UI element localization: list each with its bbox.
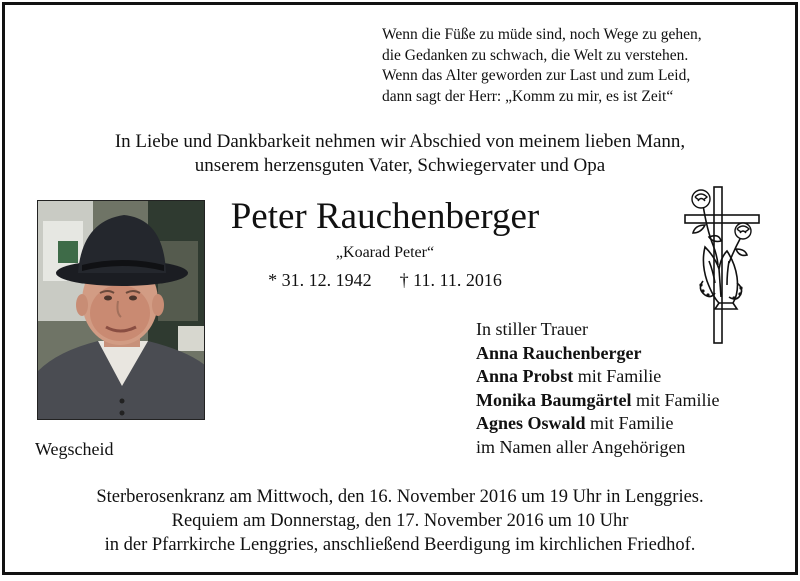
poem-line: dann sagt der Herr: „Komm zu mir, es ist Zeit“ (382, 87, 674, 105)
mourners-list (476, 318, 720, 459)
intro-line: unserem herzensguten Vater, Schwiegervater und Opa (194, 155, 606, 176)
service-line: Requiem am Donnerstag, den 17. November 2016 um 10 Uhr (171, 511, 629, 531)
service-line: in der Pfarrkirche Lenggries, anschließend Beerdigung im kirchlichen Friedhof. (104, 535, 696, 555)
intro-line: In Liebe und Dankbarkeit nehmen wir Abschied von meinem lieben Mann, (114, 131, 686, 152)
mourners-footer: im Namen aller Angehörigen (476, 436, 686, 457)
portrait-image (38, 201, 205, 420)
service-line: Sterberosenkranz am Mittwoch, den 16. November 2016 um 19 Uhr in Lenggries. (96, 487, 704, 507)
poem-line: Wenn die Füße zu müde sind, noch Wege zu gehen, (382, 26, 702, 43)
mourner-entry (476, 365, 720, 389)
mourner-suffix: mit Familie (631, 389, 720, 410)
mourner-name: Anna Rauchenberger (476, 342, 642, 363)
mourners-heading: In stiller Trauer (476, 319, 588, 339)
portrait-photo (37, 200, 205, 420)
deceased-nickname: „Koarad Peter“ (335, 244, 435, 261)
death-date: † 11. 11. 2016 (399, 270, 502, 290)
obituary-notice (2, 2, 798, 575)
birth-date: * 31. 12. 1942 (268, 270, 372, 290)
poem-line: Wenn das Alter geworden zur Last und zum Leid, (382, 67, 691, 84)
mourner-suffix: mit Familie (573, 366, 662, 386)
intro-text (5, 130, 795, 178)
poem-line: die Gedanken zu schwach, die Welt zu verstehen. (382, 46, 689, 64)
service-details (5, 485, 795, 557)
place-name: Wegscheid (35, 439, 114, 459)
mourner-name: Agnes Oswald (476, 413, 586, 433)
mourner-suffix: mit Familie (585, 413, 674, 433)
mourner-entry (476, 389, 720, 413)
mourner-name: Anna Probst (476, 366, 574, 386)
poem (382, 25, 782, 107)
life-dates (205, 268, 565, 292)
mourner-entry (476, 412, 720, 436)
mourner-name: Monika Baumgärtel (476, 389, 632, 410)
mourner-entry (476, 342, 720, 366)
deceased-name: Peter Rauchenberger (230, 196, 540, 237)
